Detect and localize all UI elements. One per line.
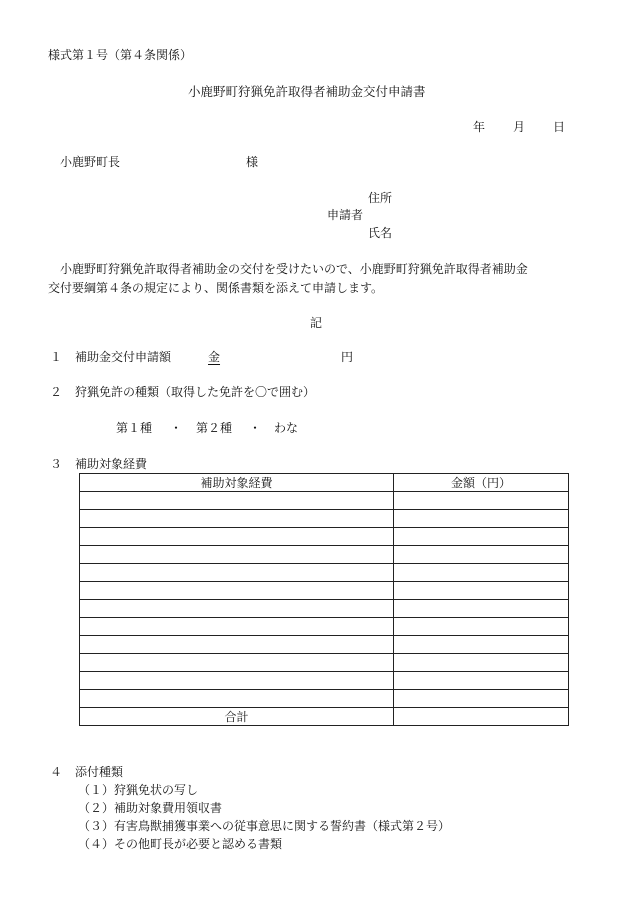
expense-item-cell[interactable] xyxy=(80,690,394,708)
amount-kin: 金 xyxy=(208,350,221,364)
amount-cell[interactable] xyxy=(394,582,569,600)
table-row xyxy=(80,582,569,600)
amount-cell[interactable] xyxy=(394,546,569,564)
attachment-item: （３）有害鳥獣捕獲事業への従事意思に関する誓約書（様式第２号） xyxy=(78,819,451,833)
total-amount-cell[interactable] xyxy=(394,708,569,726)
addressee-honorific: 様 xyxy=(246,155,259,169)
table-row xyxy=(80,672,569,690)
section1-number: １ xyxy=(50,350,63,364)
attachment-item: （２）補助対象費用領収書 xyxy=(78,801,223,815)
expense-item-cell[interactable] xyxy=(80,546,394,564)
license-separator: ・ xyxy=(170,421,183,435)
table-row xyxy=(80,600,569,618)
page-title: 小鹿野町狩猟免許取得者補助金交付申請書 xyxy=(188,84,426,99)
section1-label: 補助金交付申請額 xyxy=(75,350,172,364)
amount-cell[interactable] xyxy=(394,618,569,636)
amount-cell[interactable] xyxy=(394,690,569,708)
table-row xyxy=(80,528,569,546)
section2-label: 狩猟免許の種類（取得した免許を〇で囲む） xyxy=(75,385,316,399)
expense-item-cell[interactable] xyxy=(80,636,394,654)
amount-cell[interactable] xyxy=(394,654,569,672)
expense-item-cell[interactable] xyxy=(80,510,394,528)
amount-en: 円 xyxy=(340,350,353,364)
expense-item-cell[interactable] xyxy=(80,564,394,582)
expense-item-cell[interactable] xyxy=(80,654,394,672)
header-expense-item: 補助対象経費 xyxy=(80,474,394,492)
expense-table-body xyxy=(80,492,569,708)
expense-item-cell[interactable] xyxy=(80,582,394,600)
section3-label: 補助対象経費 xyxy=(75,457,148,471)
date-year-label: 年 xyxy=(473,120,486,134)
header-amount: 金額（円） xyxy=(394,474,569,492)
applicant-label: 申請者 xyxy=(327,208,364,222)
body-text-line1: 小鹿野町狩猟免許取得者補助金の交付を受けたいので、小鹿野町狩猟免許取得者補助金 xyxy=(60,262,528,276)
license-option-type2: 第２種 xyxy=(196,421,233,435)
ki-heading: 記 xyxy=(310,316,323,330)
table-row xyxy=(80,510,569,528)
table-row xyxy=(80,618,569,636)
license-separator: ・ xyxy=(249,421,262,435)
amount-cell[interactable] xyxy=(394,492,569,510)
amount-cell[interactable] xyxy=(394,636,569,654)
amount-field xyxy=(208,351,353,363)
expense-item-cell[interactable] xyxy=(80,600,394,618)
expense-item-cell[interactable] xyxy=(80,672,394,690)
amount-cell[interactable] xyxy=(394,528,569,546)
license-option-type1: 第１種 xyxy=(116,421,153,435)
name-label: 氏名 xyxy=(368,226,393,240)
section3-number: ３ xyxy=(50,457,63,471)
section2-number: ２ xyxy=(50,385,63,399)
address-label: 住所 xyxy=(368,191,393,205)
date-month-label: 月 xyxy=(513,120,526,134)
license-option-trap: わな xyxy=(274,421,299,435)
amount-cell[interactable] xyxy=(394,600,569,618)
attachment-item: （１）狩猟免状の写し xyxy=(78,783,199,797)
expense-item-cell[interactable] xyxy=(80,492,394,510)
body-text-line2: 交付要綱第４条の規定により、関係書類を添えて申請します。 xyxy=(48,281,384,295)
table-row xyxy=(80,654,569,672)
table-row xyxy=(80,546,569,564)
total-row xyxy=(80,708,569,726)
addressee-name: 小鹿野町長 xyxy=(60,155,121,169)
expense-item-cell[interactable] xyxy=(80,618,394,636)
section4-number: ４ xyxy=(50,765,63,779)
expense-table xyxy=(79,473,569,726)
expense-item-cell[interactable] xyxy=(80,528,394,546)
date-day-label: 日 xyxy=(553,120,566,134)
table-row xyxy=(80,690,569,708)
total-label: 合計 xyxy=(80,708,394,726)
table-row xyxy=(80,564,569,582)
attachment-item: （４）その他町長が必要と認める書類 xyxy=(78,837,283,851)
section4-label: 添付種類 xyxy=(75,765,124,779)
table-row xyxy=(80,636,569,654)
amount-cell[interactable] xyxy=(394,510,569,528)
table-row xyxy=(80,492,569,510)
amount-cell[interactable] xyxy=(394,672,569,690)
table-header-row xyxy=(80,474,569,492)
amount-cell[interactable] xyxy=(394,564,569,582)
form-number: 様式第１号（第４条関係） xyxy=(48,48,193,62)
